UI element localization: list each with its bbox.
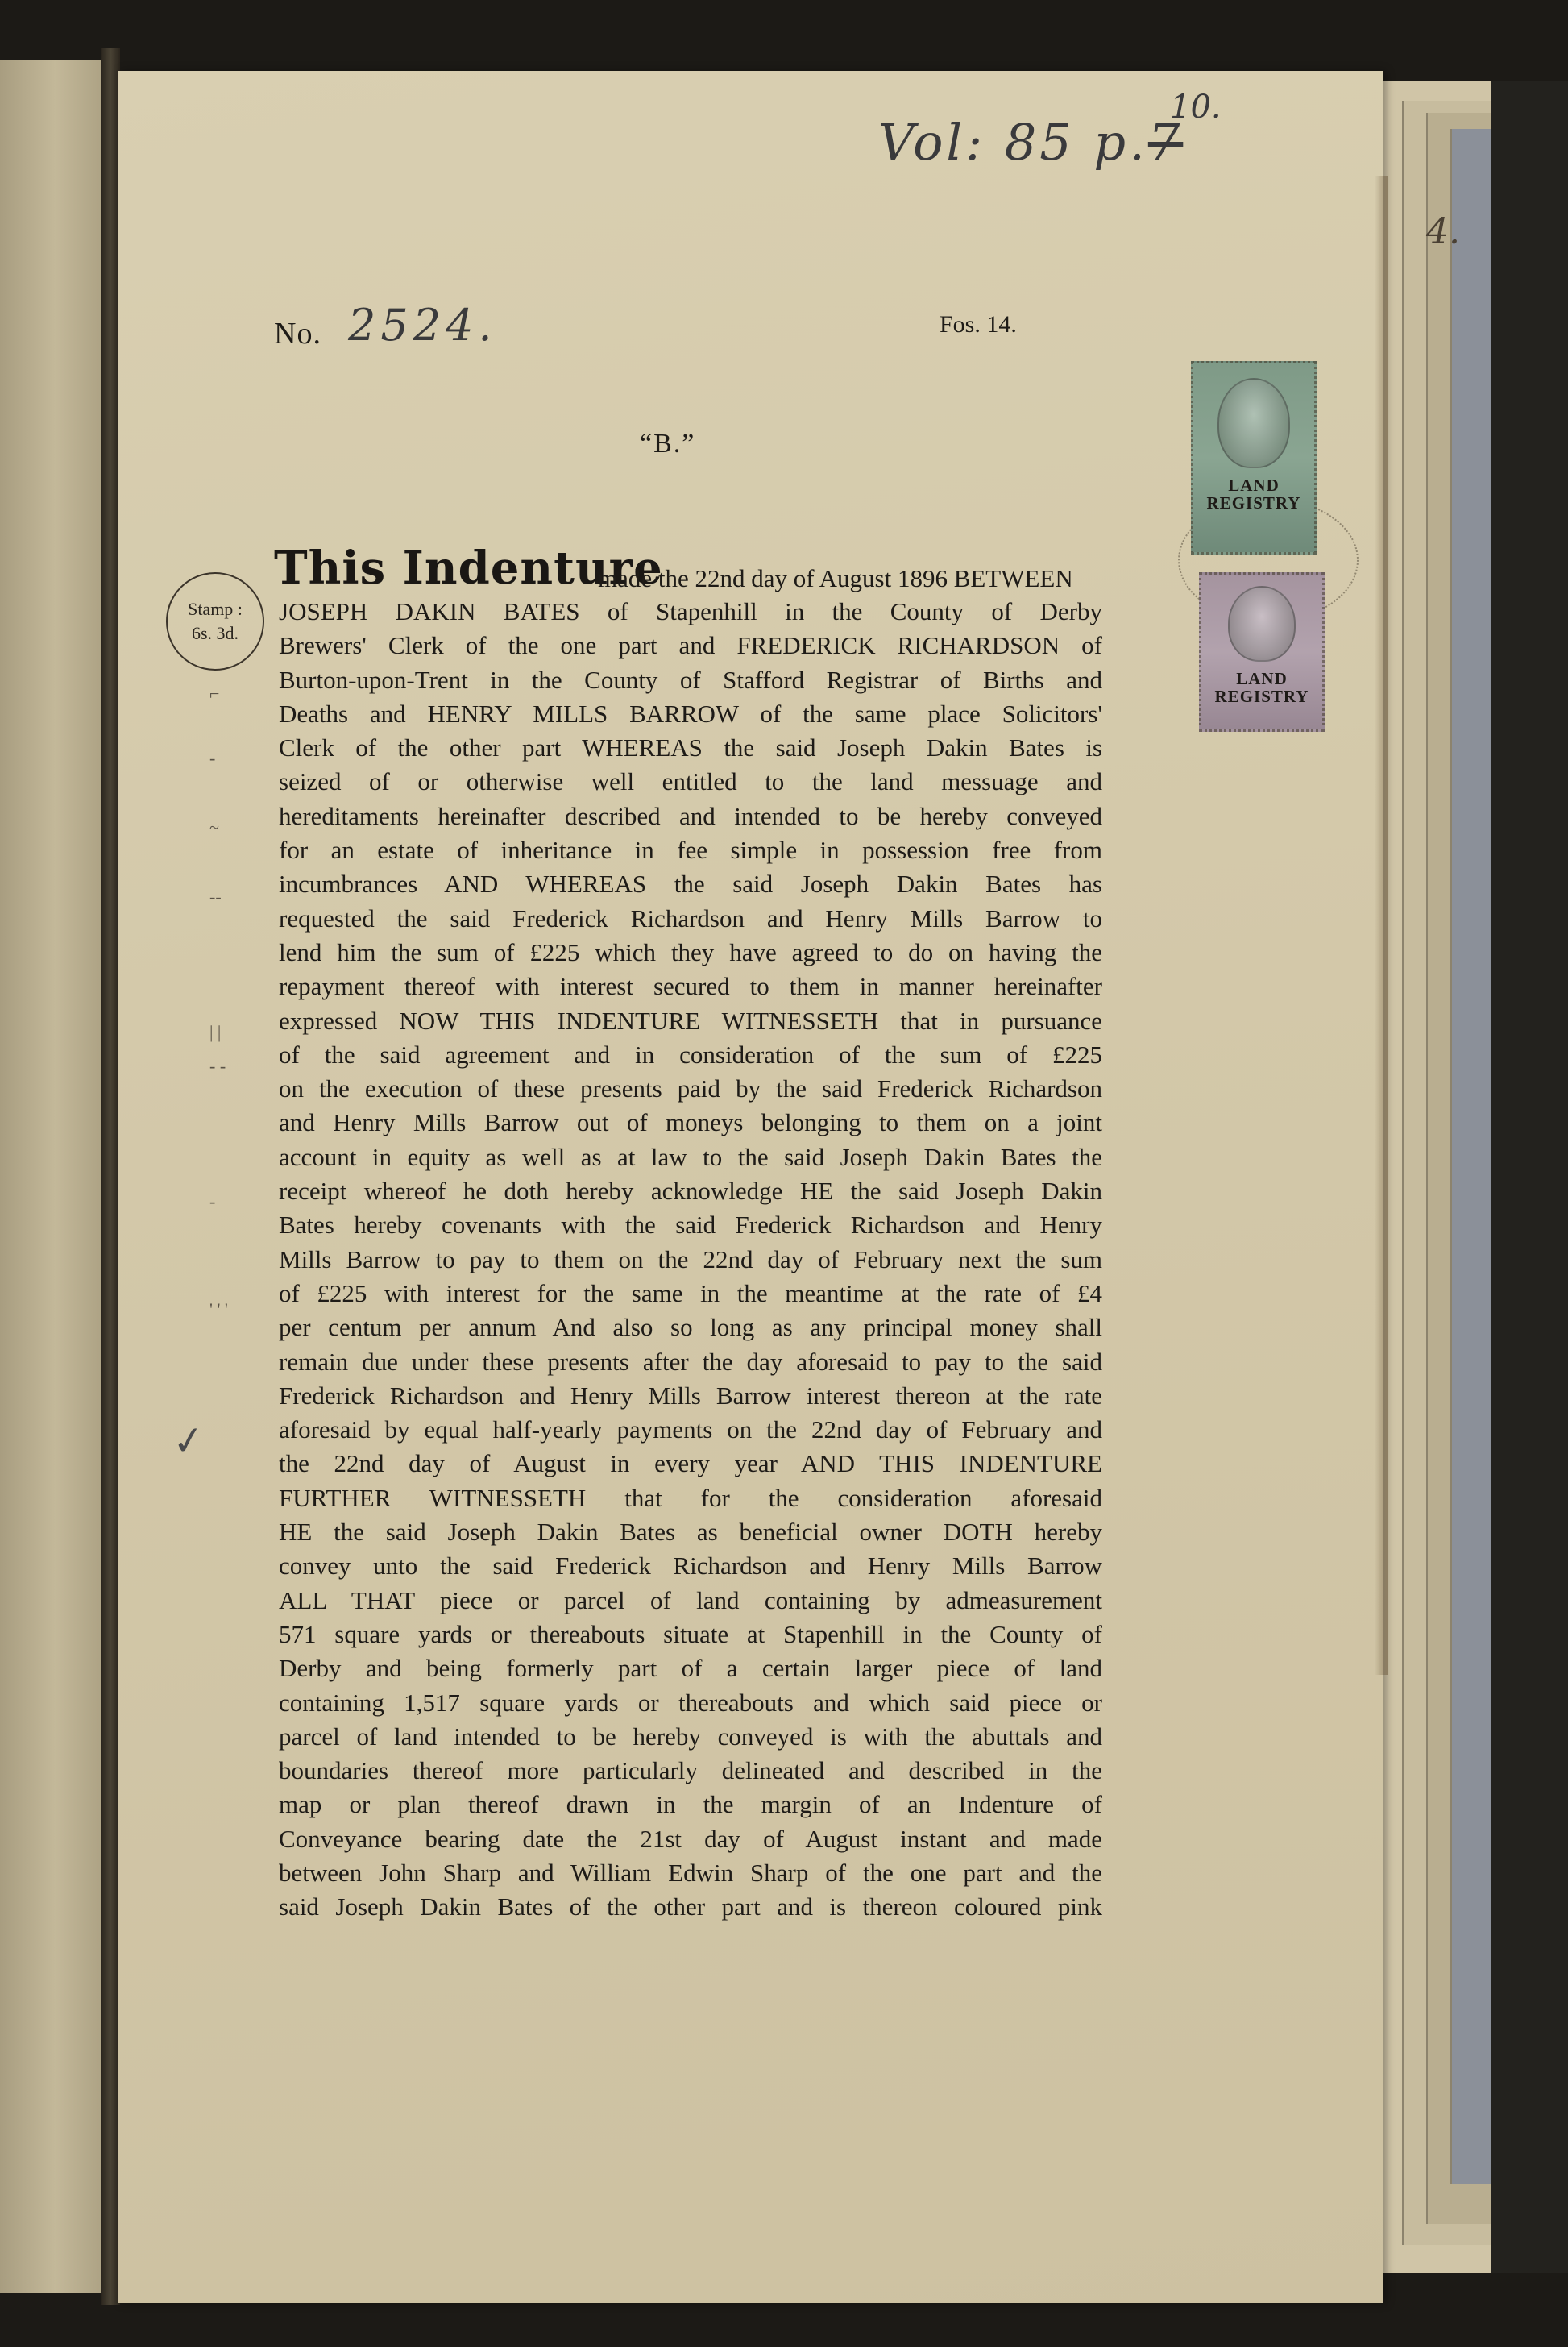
overprint-line: REGISTRY — [1214, 687, 1309, 707]
indenture-line: between John Sharp and William Edwin Sharp of the one part and the — [279, 1858, 1102, 1887]
indenture-title: This Indenture — [274, 542, 663, 595]
indenture-line: parcel of land intended to be hereby conveyed is with the abuttals and — [279, 1722, 1102, 1751]
book-cover-edge — [1491, 81, 1568, 2273]
overprint-line: REGISTRY — [1206, 493, 1301, 513]
indenture-line: remain due under these presents after the day aforesaid to pay to the said — [279, 1347, 1102, 1376]
indenture-line: on the execution of these presents paid by the said Frederick Richardson — [279, 1074, 1102, 1103]
indenture-line: lend him the sum of £225 which they have agreed to do on having the — [279, 937, 1102, 966]
indenture-line: said Joseph Dakin Bates of the other part and is thereon coloured pink — [279, 1892, 1102, 1921]
indenture-line: expressed NOW THIS INDENTURE WITNESSETH that in pursuance — [279, 1006, 1102, 1035]
indenture-line: boundaries thereof more particularly delineated and described in the — [279, 1756, 1102, 1785]
volume-note-text: Vol: 85 p. — [878, 113, 1148, 172]
margin-mark: ' ' ' — [209, 1299, 228, 1319]
indenture-line: Brewers' Clerk of the one part and FREDERICK RICHARDSON of — [279, 631, 1102, 660]
margin-mark: - — [209, 748, 216, 768]
indenture-line: FURTHER WITNESSETH that for the consideration aforesaid — [279, 1483, 1102, 1512]
revenue-stamp-one-shilling — [1191, 361, 1317, 555]
margin-mark: | | — [209, 1022, 222, 1042]
revenue-stamp-pence — [1199, 572, 1325, 732]
indenture-line: Bates hereby covenants with the said Frederick Richardson and Henry — [279, 1211, 1102, 1240]
adjacent-sheet-note: 4. — [1426, 211, 1460, 252]
indenture-line: Clerk of the other part WHEREAS the said Joseph Dakin Bates is — [279, 733, 1102, 762]
stamp-duty-circle — [166, 572, 264, 671]
number-value: 2524. — [348, 300, 497, 351]
stamp-overprint — [1207, 476, 1301, 512]
indenture-line: JOSEPH DAKIN BATES of Stapenhill in the County of Derby — [279, 597, 1102, 625]
margin-mark: ~ — [209, 817, 219, 837]
margin-mark: - — [209, 1191, 216, 1211]
indenture-line: the 22nd day of August in every year AND THIS INDENTURE — [279, 1449, 1102, 1478]
page-stack — [1370, 81, 1568, 2273]
margin-mark: -- — [209, 887, 222, 907]
indenture-line: Conveyance bearing date the 21st day of August instant and made — [279, 1824, 1102, 1853]
indenture-line: Burton-upon-Trent in the County of Stafford Registrar of Births and — [279, 665, 1102, 694]
indenture-line: seized of or otherwise well entitled to the land messuage and — [279, 767, 1102, 796]
indenture-line: of £225 with interest for the same in the meantime at the rate of £4 — [279, 1278, 1102, 1307]
overprint-line: LAND — [1236, 669, 1288, 688]
number-label: No. — [274, 317, 321, 351]
indenture-line: Mills Barrow to pay to them on the 22nd day of February next the sum — [279, 1244, 1102, 1273]
stamp-duty-label: Stamp : — [188, 599, 243, 620]
indenture-line: convey unto the said Frederick Richardson and Henry Mills Barrow — [279, 1552, 1102, 1581]
volume-page-struck: 7 — [1147, 113, 1184, 172]
indenture-line: incumbrances AND WHEREAS the said Joseph Dakin Bates has — [279, 870, 1102, 899]
volume-page-correction: 10. — [1170, 89, 1222, 126]
page-stain — [1375, 176, 1388, 1675]
indenture-line: receipt whereof he doth hereby acknowledge HE the said Joseph Dakin — [279, 1177, 1102, 1206]
indenture-line: Frederick Richardson and Henry Mills Barrow interest thereon at the rate — [279, 1381, 1102, 1410]
indenture-line: 571 square yards or thereabouts situate at Stapenhill in the County of — [279, 1619, 1102, 1648]
indenture-line: for an estate of inheritance in fee simple in possession free from — [279, 836, 1102, 865]
indenture-first-line: made the 22nd day of August 1896 BETWEEN — [598, 564, 1073, 592]
indenture-line: per centum per annum And also so long as any principal money shall — [279, 1313, 1102, 1342]
indenture-line: HE the said Joseph Dakin Bates as beneficial owner DOTH hereby — [279, 1518, 1102, 1547]
indenture-line: Deaths and HENRY MILLS BARROW of the same place Solicitors' — [279, 699, 1102, 728]
indenture-line: containing 1,517 square yards or thereabouts and which said piece or — [279, 1688, 1102, 1717]
indenture-line: repayment thereof with interest secured to them in manner hereinafter — [279, 972, 1102, 1001]
indenture-line: of the said agreement and in consideration of the sum of £225 — [279, 1040, 1102, 1069]
indenture-line: aforesaid by equal half-yearly payments on the 22nd day of February and — [279, 1415, 1102, 1444]
folios-label: Fos. 14. — [940, 311, 1017, 338]
indenture-line: Derby and being formerly part of a certain larger piece of land — [279, 1654, 1102, 1683]
margin-mark: - - — [209, 1056, 226, 1076]
indenture-line: requested the said Frederick Richardson and Henry Mills Barrow to — [279, 903, 1102, 933]
queen-portrait-icon — [1228, 586, 1296, 662]
overprint-line: LAND — [1228, 476, 1280, 495]
stamp-overprint — [1215, 670, 1309, 705]
indenture-line: and Henry Mills Barrow out of moneys belonging to them on a joint — [279, 1108, 1102, 1137]
checkmark-icon: ✓ — [169, 1418, 208, 1465]
indenture-line: hereditaments hereinafter described and intended to be hereby conveyed — [279, 801, 1102, 830]
section-letter: “B.” — [640, 429, 696, 459]
indenture-line: account in equity as well as at law to the said Joseph Dakin Bates the — [279, 1142, 1102, 1171]
left-page-edge — [0, 60, 101, 2293]
volume-note — [878, 113, 1183, 172]
stamp-duty-amount: 6s. 3d. — [191, 623, 239, 643]
indenture-body — [279, 595, 1102, 1925]
indenture-line: ALL THAT piece or parcel of land containing by admeasurement — [279, 1585, 1102, 1614]
margin-mark: ⌐ — [209, 683, 220, 704]
queen-portrait-icon — [1217, 378, 1290, 468]
indenture-line: map or plan thereof drawn in the margin of an Indenture of — [279, 1790, 1102, 1819]
